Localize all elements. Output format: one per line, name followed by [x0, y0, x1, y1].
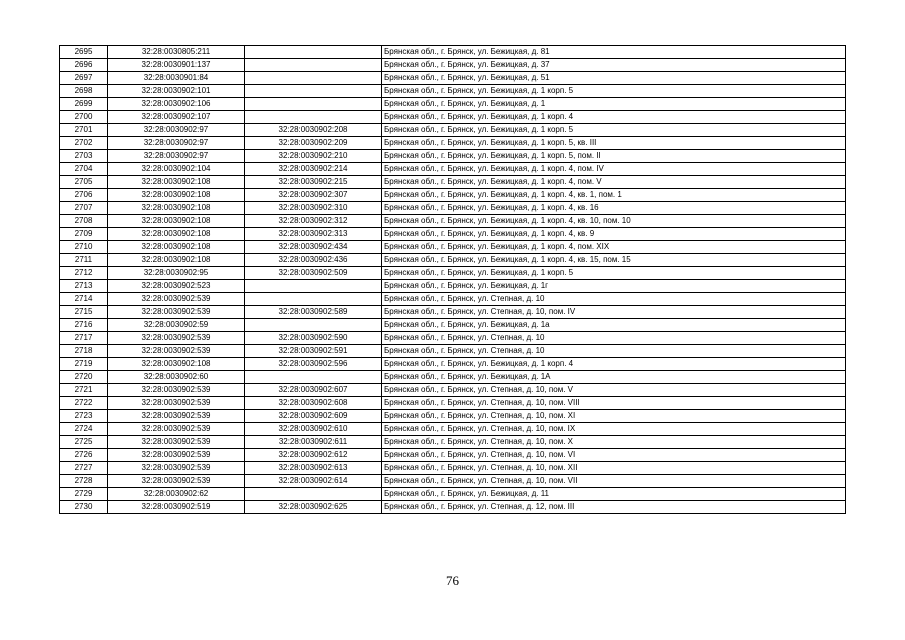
cadastral-number-2-cell: 32:28:0030902:607 [245, 384, 382, 397]
cadastral-number-2-cell: 32:28:0030902:310 [245, 202, 382, 215]
table-row [60, 241, 846, 254]
cadastral-number-cell: 32:28:0030902:539 [108, 462, 245, 475]
address-cell: Брянская обл., г. Брянск, ул. Степная, д. 10, пом. XII [382, 462, 846, 475]
address-cell: Брянская обл., г. Брянск, ул. Бежицкая, д. 1 корп. 4, пом. XIX [382, 241, 846, 254]
row-number-cell: 2713 [60, 280, 108, 293]
cadastral-number-cell: 32:28:0030902:523 [108, 280, 245, 293]
cadastral-number-cell: 32:28:0030902:539 [108, 345, 245, 358]
row-number-cell: 2695 [60, 46, 108, 59]
cadastral-number-cell: 32:28:0030902:59 [108, 319, 245, 332]
row-number-cell: 2727 [60, 462, 108, 475]
table-row [60, 384, 846, 397]
cadastral-number-2-cell: 32:28:0030902:609 [245, 410, 382, 423]
cadastral-number-cell: 32:28:0030902:97 [108, 124, 245, 137]
cadastral-number-cell: 32:28:0030902:101 [108, 85, 245, 98]
cadastral-number-cell: 32:28:0030902:539 [108, 449, 245, 462]
cadastral-number-cell: 32:28:0030901:84 [108, 72, 245, 85]
cadastral-number-2-cell: 32:28:0030902:210 [245, 150, 382, 163]
address-cell: Брянская обл., г. Брянск, ул. Бежицкая, д. 1а [382, 319, 846, 332]
address-cell: Брянская обл., г. Брянск, ул. Степная, д. 10, пом. VIII [382, 397, 846, 410]
cadastral-number-2-cell: 32:28:0030902:313 [245, 228, 382, 241]
row-number-cell: 2704 [60, 163, 108, 176]
table-row [60, 150, 846, 163]
table-row [60, 358, 846, 371]
cadastral-number-2-cell: 32:28:0030902:591 [245, 345, 382, 358]
cadastral-number-cell: 32:28:0030805:211 [108, 46, 245, 59]
table-row [60, 371, 846, 384]
row-number-cell: 2698 [60, 85, 108, 98]
address-cell: Брянская обл., г. Брянск, ул. Бежицкая, д. 1 корп. 5 [382, 124, 846, 137]
address-cell: Брянская обл., г. Брянск, ул. Бежицкая, д. 1 корп. 5, кв. III [382, 137, 846, 150]
cadastral-number-cell: 32:28:0030902:108 [108, 189, 245, 202]
cadastral-number-2-cell: 32:28:0030902:209 [245, 137, 382, 150]
cadastral-number-cell: 32:28:0030902:108 [108, 202, 245, 215]
cadastral-number-cell: 32:28:0030902:539 [108, 410, 245, 423]
row-number-cell: 2716 [60, 319, 108, 332]
row-number-cell: 2722 [60, 397, 108, 410]
table-row [60, 475, 846, 488]
table-row [60, 215, 846, 228]
address-cell: Брянская обл., г. Брянск, ул. Степная, д. 10, пом. V [382, 384, 846, 397]
row-number-cell: 2714 [60, 293, 108, 306]
table-row [60, 488, 846, 501]
cadastral-number-2-cell [245, 98, 382, 111]
table-row [60, 98, 846, 111]
table-row [60, 202, 846, 215]
cadastral-number-2-cell [245, 293, 382, 306]
table-row [60, 423, 846, 436]
address-cell: Брянская обл., г. Брянск, ул. Бежицкая, д. 11 [382, 488, 846, 501]
table-row [60, 176, 846, 189]
cadastral-number-2-cell: 32:28:0030902:434 [245, 241, 382, 254]
cadastral-number-2-cell: 32:28:0030902:208 [245, 124, 382, 137]
address-cell: Брянская обл., г. Брянск, ул. Степная, д. 10 [382, 293, 846, 306]
cadastral-number-2-cell [245, 111, 382, 124]
cadastral-number-2-cell: 32:28:0030902:589 [245, 306, 382, 319]
table-row [60, 228, 846, 241]
cadastral-number-2-cell [245, 72, 382, 85]
table-row [60, 397, 846, 410]
cadastral-number-cell: 32:28:0030902:62 [108, 488, 245, 501]
row-number-cell: 2707 [60, 202, 108, 215]
table-row [60, 410, 846, 423]
cadastral-number-2-cell: 32:28:0030902:596 [245, 358, 382, 371]
cadastral-number-2-cell: 32:28:0030902:612 [245, 449, 382, 462]
cadastral-number-cell: 32:28:0030902:95 [108, 267, 245, 280]
cadastral-number-2-cell: 32:28:0030902:610 [245, 423, 382, 436]
cadastral-number-cell: 32:28:0030902:108 [108, 254, 245, 267]
address-cell: Брянская обл., г. Брянск, ул. Бежицкая, д. 1 корп. 4, пом. V [382, 176, 846, 189]
cadastral-number-cell: 32:28:0030901:137 [108, 59, 245, 72]
table-row [60, 46, 846, 59]
row-number-cell: 2712 [60, 267, 108, 280]
cadastral-number-2-cell [245, 59, 382, 72]
row-number-cell: 2711 [60, 254, 108, 267]
address-cell: Брянская обл., г. Брянск, ул. Степная, д. 10 [382, 345, 846, 358]
row-number-cell: 2715 [60, 306, 108, 319]
table-row [60, 449, 846, 462]
table-row [60, 59, 846, 72]
address-cell: Брянская обл., г. Брянск, ул. Бежицкая, д. 1 корп. 4, кв. 9 [382, 228, 846, 241]
address-cell: Брянская обл., г. Брянск, ул. Бежицкая, д. 1 корп. 5 [382, 85, 846, 98]
row-number-cell: 2699 [60, 98, 108, 111]
cadastral-number-2-cell [245, 371, 382, 384]
table-row [60, 163, 846, 176]
address-cell: Брянская обл., г. Брянск, ул. Бежицкая, д. 1 корп. 5 [382, 267, 846, 280]
address-cell: Брянская обл., г. Брянск, ул. Бежицкая, д. 1 корп. 4, кв. 1, пом. 1 [382, 189, 846, 202]
row-number-cell: 2718 [60, 345, 108, 358]
cadastral-number-cell: 32:28:0030902:539 [108, 475, 245, 488]
row-number-cell: 2710 [60, 241, 108, 254]
cadastral-number-cell: 32:28:0030902:108 [108, 358, 245, 371]
address-cell: Брянская обл., г. Брянск, ул. Бежицкая, д. 1 корп. 4 [382, 111, 846, 124]
cadastral-number-2-cell: 32:28:0030902:613 [245, 462, 382, 475]
cadastral-number-2-cell: 32:28:0030902:307 [245, 189, 382, 202]
cadastral-number-cell: 32:28:0030902:108 [108, 215, 245, 228]
row-number-cell: 2700 [60, 111, 108, 124]
table-row [60, 332, 846, 345]
address-cell: Брянская обл., г. Брянск, ул. Степная, д. 10 [382, 332, 846, 345]
cadastral-number-2-cell [245, 319, 382, 332]
table-row [60, 319, 846, 332]
cadastral-number-cell: 32:28:0030902:539 [108, 293, 245, 306]
row-number-cell: 2702 [60, 137, 108, 150]
cadastral-number-cell: 32:28:0030902:539 [108, 397, 245, 410]
address-cell: Брянская обл., г. Брянск, ул. Бежицкая, д. 1 корп. 4, кв. 10, пом. 10 [382, 215, 846, 228]
row-number-cell: 2723 [60, 410, 108, 423]
address-cell: Брянская обл., г. Брянск, ул. Бежицкая, д. 81 [382, 46, 846, 59]
address-cell: Брянская обл., г. Брянск, ул. Бежицкая, д. 1 корп. 4, кв. 15, пом. 15 [382, 254, 846, 267]
table-row [60, 254, 846, 267]
address-cell: Брянская обл., г. Брянск, ул. Бежицкая, д. 1 корп. 4 [382, 358, 846, 371]
address-cell: Брянская обл., г. Брянск, ул. Степная, д. 10, пом. IX [382, 423, 846, 436]
address-cell: Брянская обл., г. Брянск, ул. Степная, д. 10, пом. XI [382, 410, 846, 423]
cadastral-number-2-cell: 32:28:0030902:215 [245, 176, 382, 189]
cadastral-number-cell: 32:28:0030902:107 [108, 111, 245, 124]
cadastral-number-cell: 32:28:0030902:539 [108, 384, 245, 397]
cadastral-number-2-cell: 32:28:0030902:611 [245, 436, 382, 449]
cadastral-number-2-cell: 32:28:0030902:214 [245, 163, 382, 176]
row-number-cell: 2730 [60, 501, 108, 514]
cadastral-number-2-cell: 32:28:0030902:614 [245, 475, 382, 488]
cadastral-number-cell: 32:28:0030902:539 [108, 423, 245, 436]
table-row [60, 436, 846, 449]
row-number-cell: 2725 [60, 436, 108, 449]
cadastral-number-2-cell: 32:28:0030902:509 [245, 267, 382, 280]
table-row [60, 111, 846, 124]
row-number-cell: 2703 [60, 150, 108, 163]
cadastral-number-2-cell [245, 85, 382, 98]
cadastral-number-2-cell: 32:28:0030902:436 [245, 254, 382, 267]
row-number-cell: 2696 [60, 59, 108, 72]
cadastral-number-cell: 32:28:0030902:519 [108, 501, 245, 514]
cadastral-number-2-cell: 32:28:0030902:312 [245, 215, 382, 228]
table-row [60, 189, 846, 202]
cadastral-number-cell: 32:28:0030902:108 [108, 228, 245, 241]
row-number-cell: 2720 [60, 371, 108, 384]
registry-table-body [60, 46, 846, 514]
address-cell: Брянская обл., г. Брянск, ул. Бежицкая, д. 1г [382, 280, 846, 293]
row-number-cell: 2726 [60, 449, 108, 462]
address-cell: Брянская обл., г. Брянск, ул. Бежицкая, д. 1 корп. 5, пом. II [382, 150, 846, 163]
cadastral-number-2-cell [245, 488, 382, 501]
cadastral-number-cell: 32:28:0030902:97 [108, 150, 245, 163]
table-row [60, 345, 846, 358]
cadastral-number-cell: 32:28:0030902:106 [108, 98, 245, 111]
row-number-cell: 2719 [60, 358, 108, 371]
cadastral-number-cell: 32:28:0030902:97 [108, 137, 245, 150]
cadastral-number-cell: 32:28:0030902:104 [108, 163, 245, 176]
table-row [60, 280, 846, 293]
cadastral-number-cell: 32:28:0030902:539 [108, 332, 245, 345]
cadastral-number-cell: 32:28:0030902:539 [108, 436, 245, 449]
table-row [60, 462, 846, 475]
table-row [60, 72, 846, 85]
table-row [60, 124, 846, 137]
address-cell: Брянская обл., г. Брянск, ул. Бежицкая, д. 1 [382, 98, 846, 111]
cadastral-number-2-cell [245, 46, 382, 59]
row-number-cell: 2717 [60, 332, 108, 345]
table-row [60, 293, 846, 306]
address-cell: Брянская обл., г. Брянск, ул. Бежицкая, д. 51 [382, 72, 846, 85]
address-cell: Брянская обл., г. Брянск, ул. Степная, д. 10, пом. VI [382, 449, 846, 462]
row-number-cell: 2708 [60, 215, 108, 228]
page-number: 76 [446, 573, 459, 588]
cadastral-number-2-cell: 32:28:0030902:608 [245, 397, 382, 410]
row-number-cell: 2709 [60, 228, 108, 241]
table-row [60, 137, 846, 150]
table-row [60, 267, 846, 280]
row-number-cell: 2729 [60, 488, 108, 501]
address-cell: Брянская обл., г. Брянск, ул. Бежицкая, д. 1А [382, 371, 846, 384]
address-cell: Брянская обл., г. Брянск, ул. Степная, д. 10, пом. X [382, 436, 846, 449]
row-number-cell: 2706 [60, 189, 108, 202]
cadastral-number-2-cell: 32:28:0030902:590 [245, 332, 382, 345]
cadastral-number-cell: 32:28:0030902:108 [108, 241, 245, 254]
table-row [60, 306, 846, 319]
address-cell: Брянская обл., г. Брянск, ул. Бежицкая, д. 1 корп. 4, кв. 16 [382, 202, 846, 215]
table-row [60, 501, 846, 514]
address-cell: Брянская обл., г. Брянск, ул. Степная, д. 10, пом. VII [382, 475, 846, 488]
row-number-cell: 2724 [60, 423, 108, 436]
cadastral-number-cell: 32:28:0030902:60 [108, 371, 245, 384]
table-row [60, 85, 846, 98]
address-cell: Брянская обл., г. Брянск, ул. Степная, д. 12, пом. III [382, 501, 846, 514]
cadastral-number-cell: 32:28:0030902:539 [108, 306, 245, 319]
cadastral-number-cell: 32:28:0030902:108 [108, 176, 245, 189]
row-number-cell: 2728 [60, 475, 108, 488]
address-cell: Брянская обл., г. Брянск, ул. Степная, д. 10, пом. IV [382, 306, 846, 319]
address-cell: Брянская обл., г. Брянск, ул. Бежицкая, д. 37 [382, 59, 846, 72]
row-number-cell: 2721 [60, 384, 108, 397]
cadastral-number-2-cell: 32:28:0030902:625 [245, 501, 382, 514]
address-cell: Брянская обл., г. Брянск, ул. Бежицкая, д. 1 корп. 4, пом. IV [382, 163, 846, 176]
row-number-cell: 2705 [60, 176, 108, 189]
registry-table [59, 45, 846, 514]
row-number-cell: 2697 [60, 72, 108, 85]
row-number-cell: 2701 [60, 124, 108, 137]
cadastral-number-2-cell [245, 280, 382, 293]
